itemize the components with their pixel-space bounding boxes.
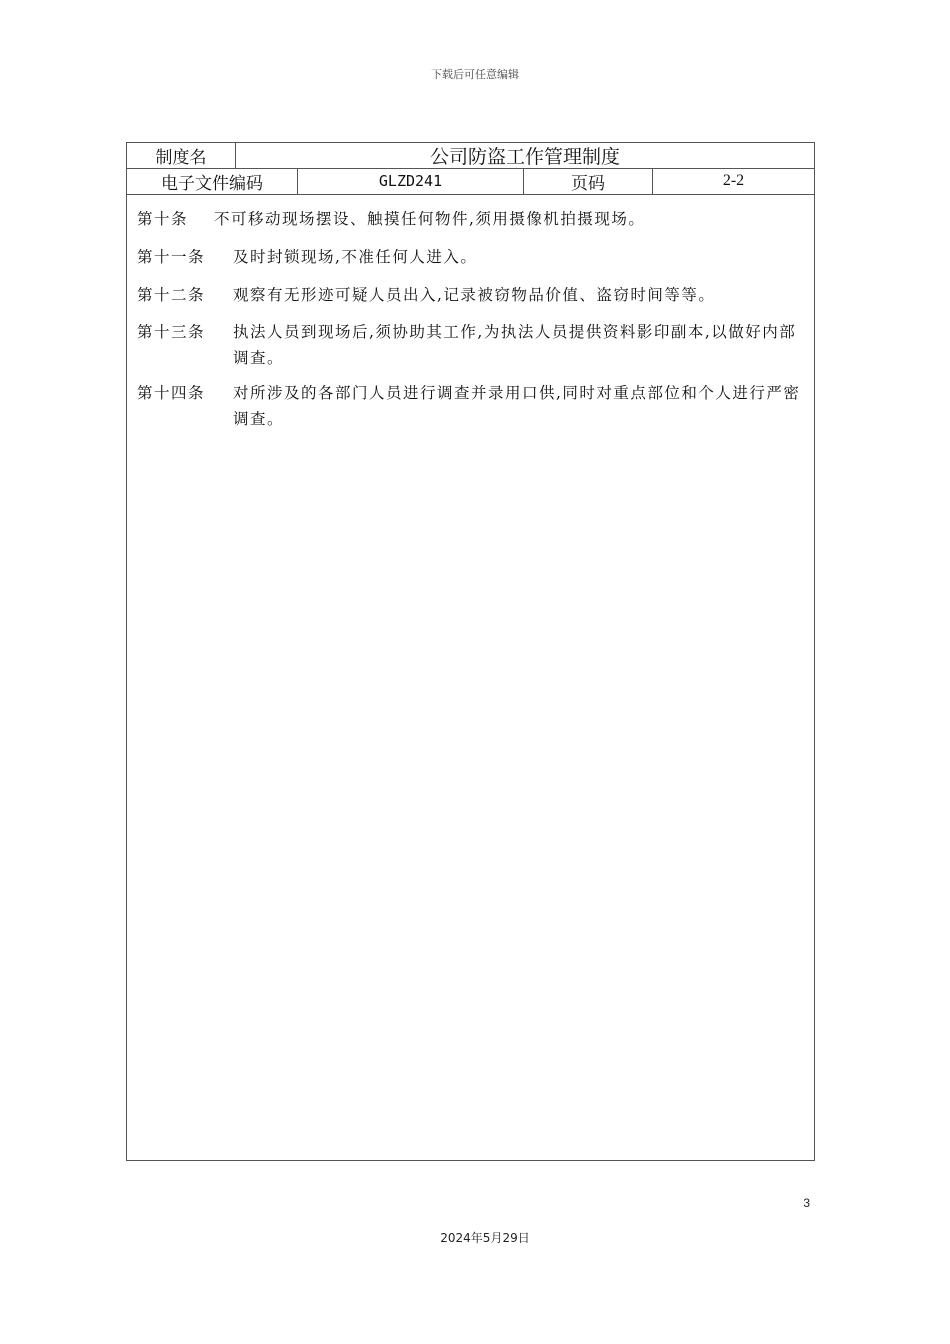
article-number: 第十条 [137, 210, 189, 228]
article-text: 对所涉及的各部门人员进行调查并录用口供,同时对重点部位和个人进行严密调查。 [233, 384, 801, 428]
article-text: 及时封锁现场,不准任何人进入。 [233, 248, 478, 266]
meta-row [127, 168, 814, 195]
page-value: 2-2 [652, 168, 814, 194]
article-text: 观察有无形迹可疑人员出入,记录被窃物品价值、盗窃时间等等。 [233, 286, 716, 304]
article-number: 第十三条 [137, 323, 206, 341]
regulation-name-label: 制度名 [155, 148, 207, 168]
regulation-name-value: 公司防盗工作管理制度 [235, 143, 814, 168]
article-number: 第十四条 [137, 384, 206, 402]
article-number: 第十一条 [137, 248, 206, 266]
page-number: 3 [803, 1196, 810, 1210]
page-label: 页码 [523, 168, 652, 194]
document-table [126, 142, 815, 1161]
article-text: 不可移动现场摆设、触摸任何物件,须用摄像机拍摄现场。 [214, 210, 646, 228]
footer-date: 2024年5月29日 [440, 1231, 530, 1245]
header-note: 下载后可任意编辑 [431, 68, 519, 81]
article-number: 第十二条 [137, 286, 206, 304]
article-text: 执法人员到现场后,须协助其工作,为执法人员提供资料影印副本,以做好内部调查。 [233, 323, 797, 367]
file-code-label: 电子文件编码 [161, 173, 263, 194]
title-row [127, 143, 814, 169]
file-code-value: GLZD241 [297, 168, 523, 194]
